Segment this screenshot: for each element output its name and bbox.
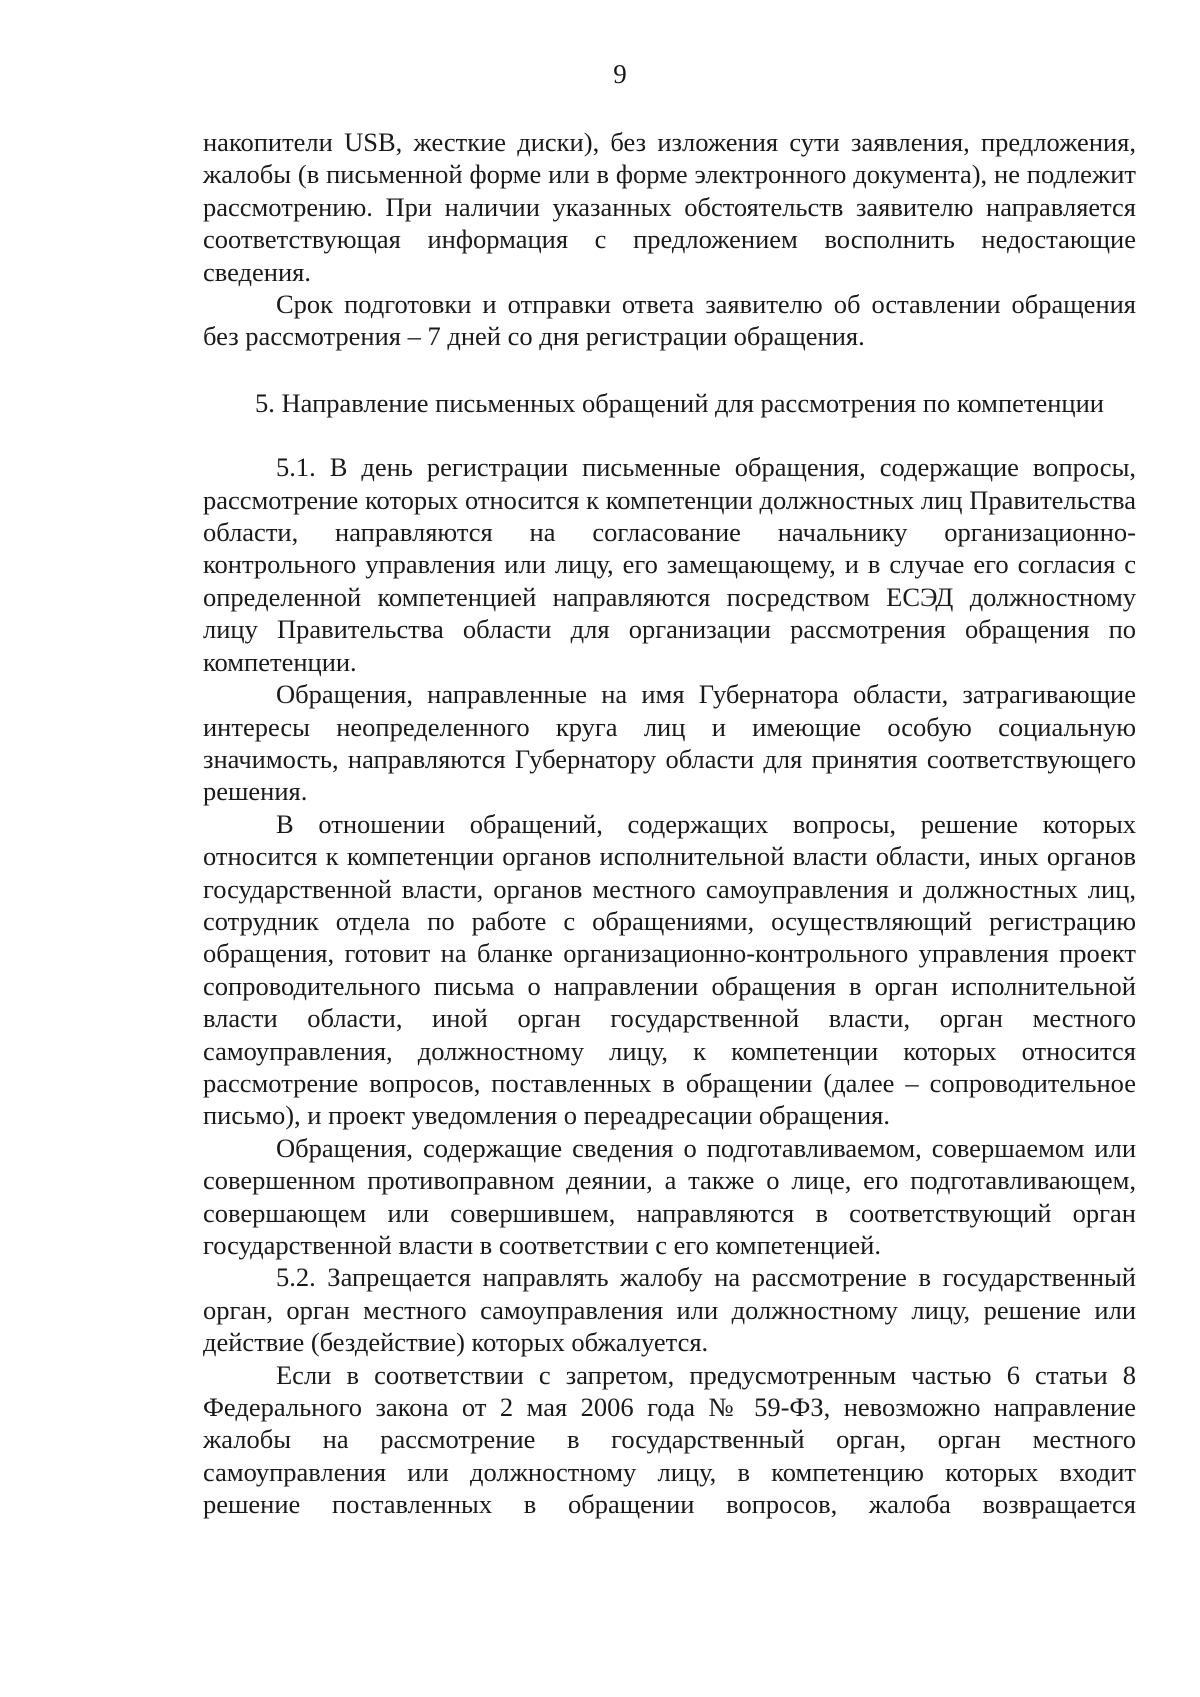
paragraph-governor-appeals: Обращения, направленные на имя Губернатора области, затрагивающие интересы неопределенного круга лиц и имеющие особую социальную значимость, направляются Губернатору области для принятия соответствующего решения.: [203, 679, 1136, 807]
paragraph-5-1: 5.1. В день регистрации письменные обращения, содержащие вопросы, рассмотрение которых относится к компетенции должностных лиц Правительства области, направляются на согласование начальнику организационно-контрольного управления или лицу, его замещающему, и в случае его согласия с определенной компетенцией направляются посредством ЕСЭД должностному лицу Правительства области для организации рассмотрения обращения по компетенции.: [203, 452, 1136, 677]
paragraph-response-deadline: Срок подготовки и отправки ответа заявителю об оставлении обращения без рассмотрения – 7 дней со дня регистрации обращения.: [203, 289, 1136, 352]
page-number: 9: [613, 59, 627, 89]
document-body: [203, 126, 1136, 1521]
section-heading-5: [203, 387, 1136, 419]
section-heading-5-text: 5. Направление письменных обращений для рассмотрения по компетенции: [255, 387, 1104, 418]
paragraph-prohibition-return: Если в соответствии с запретом, предусмотренным частью 6 статьи 8 Федерального закона от 2 мая 2006 года № 59-ФЗ, невозможно направление жалобы на рассмотрение в государственный орган, орган местного самоуправления или должностному лицу, в компетенцию которых входит решение поставленных в обращении вопросов, жалоба возвращается: [203, 1359, 1136, 1520]
paragraph-5-2: 5.2. Запрещается направлять жалобу на рассмотрение в государственный орган, орган местного самоуправления или должностному лицу, решение или действие (бездействие) которых обжалуется.: [203, 1262, 1136, 1358]
paragraph-continuation: накопители USB, жесткие диски), без изложения сути заявления, предложения, жалобы (в письменной форме или в форме электронного документа), не подлежит рассмотрению. При наличии указанных обстоятельств заявителю направляется соответствующая информация с предложением восполнить недостающие сведения.: [203, 127, 1136, 287]
paragraph-unlawful-acts: Обращения, содержащие сведения о подготавливаемом, совершаемом или совершенном противоправном деянии, а также о лице, его подготавливающем, совершающем или совершившем, направляются в соответствующий орган государственной власти в соответствии с его компетенцией.: [203, 1132, 1136, 1260]
paragraph-competence-redirect: В отношении обращений, содержащих вопросы, решение которых относится к компетенции органов исполнительной власти области, иных органов государственной власти, органов местного самоуправления и должностных лиц, сотрудник отдела по работе с обращениями, осуществляющий регистрацию обращения, готовит на бланке организационно-контрольного управления проект сопроводительного письма о направлении обращения в орган исполнительной власти области, иной орган государственной власти, орган местного самоуправления, должностному лицу, к компетенции которых относится рассмотрение вопросов, поставленных в обращении (далее – сопроводительное письмо), и проект уведомления о переадресации обращения.: [203, 808, 1136, 1131]
